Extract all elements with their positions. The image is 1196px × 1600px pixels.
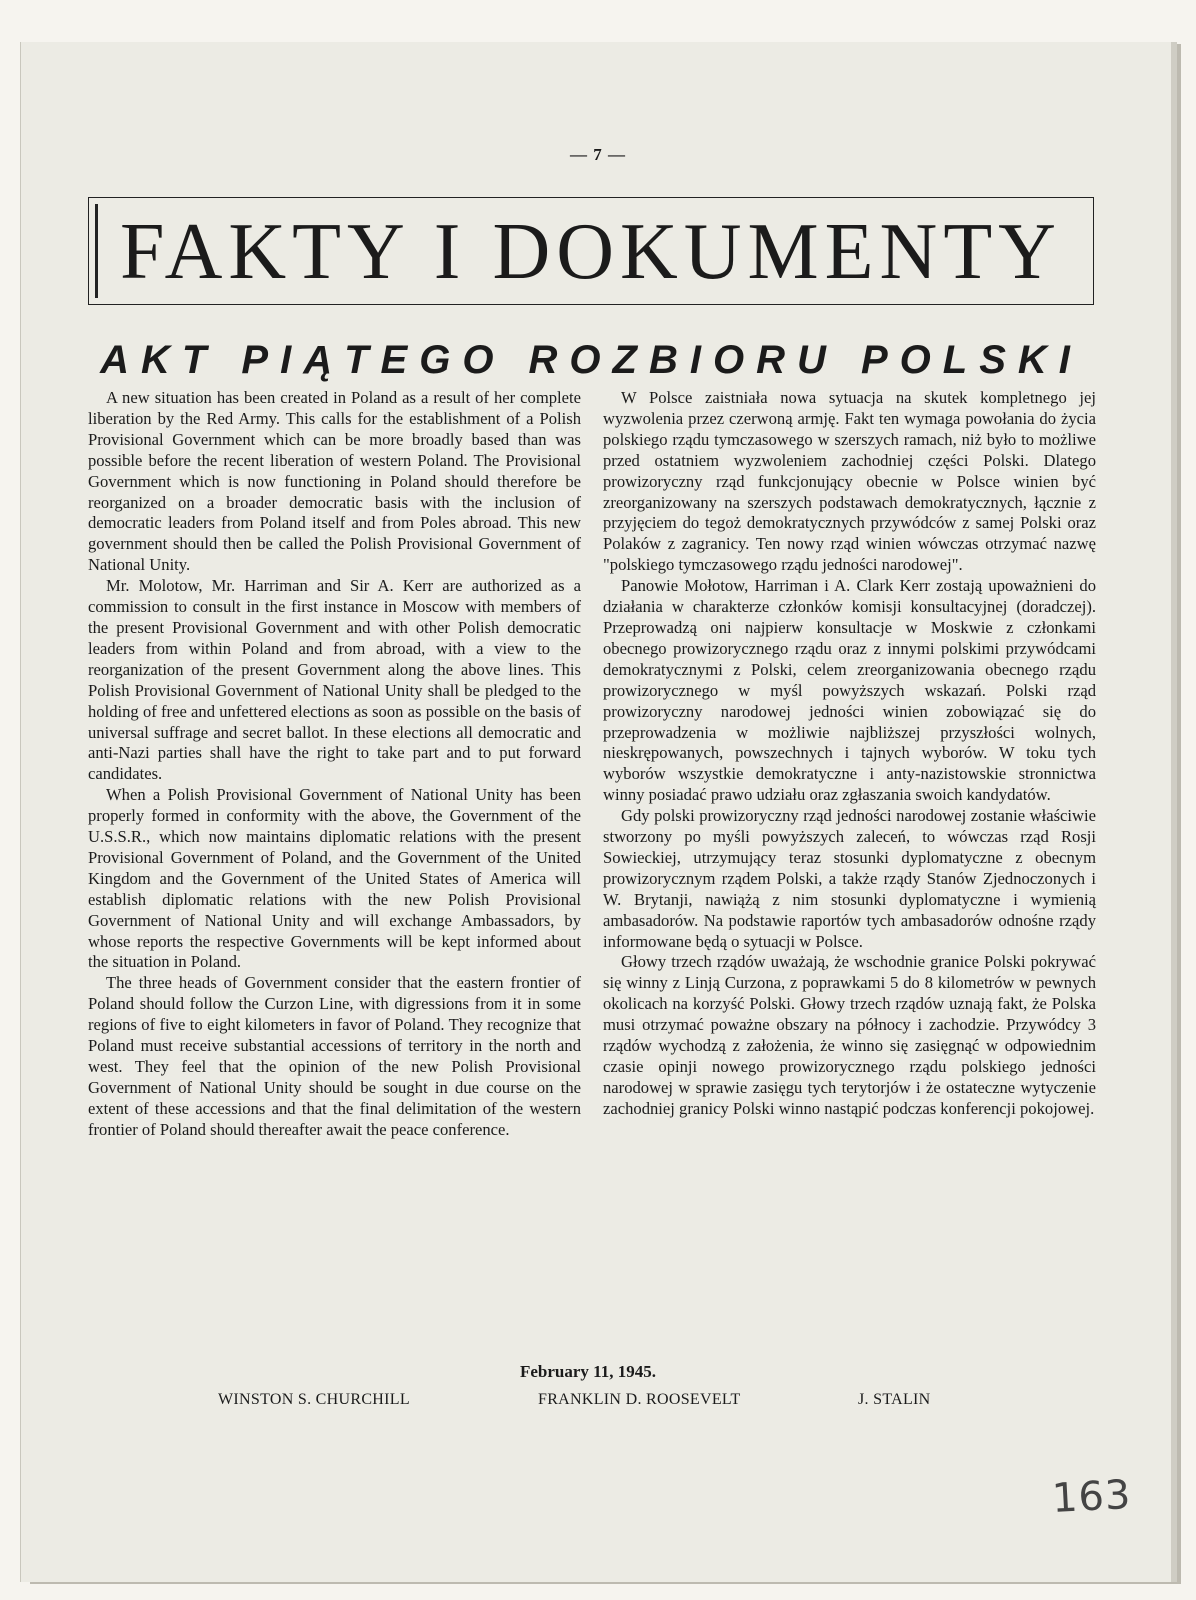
- english-column: [88, 388, 581, 1141]
- article-headline: AKT PIĄTEGO ROZBIORU POLSKI: [100, 338, 1082, 382]
- page-number: — 7 —: [570, 145, 626, 164]
- polish-paragraph: W Polsce zaistniała nowa sytuacja na skutek kompletnego jej wyzwolenia przez czerwoną armję. Fakt ten wymaga powołania do życia polskiego rządu tymczasowego w szerszych ramach, niż było to możliwe przed ostatniem wyzwoleniem zachodniej części Polski. Dlatego prowizoryczny rząd funkcjonujący obecnie w Polsce winien być zreorganizowany na szerszych podstawach demokratycznych, łącznie z przyjęciem do tegoż demokratycznych przywódców z samej Polski oraz Polaków z zagranicy. Ten nowy rząd winien wówczas otrzymać nazwę "polskiego tymczasowego rządu jedności narodowej".: [603, 388, 1096, 575]
- masthead-box: [88, 197, 1094, 305]
- handwritten-page-number: 163: [1050, 1471, 1133, 1523]
- english-paragraph: Mr. Molotow, Mr. Harriman and Sir A. Kerr are authorized as a commission to consult in the first instance in Moscow with members of the present Provisional Government and with other Polish democratic leaders from within Poland and from abroad, with a view to the reorganization of the present Government along the above lines. This Polish Provisional Government of National Unity shall be pledged to the holding of free and unfettered elections as soon as possible on the basis of universal suffrage and secret ballot. In these elections all democratic and anti-Nazi parties shall have the right to take part and to put forward candidates.: [88, 576, 581, 784]
- masthead-title: FAKTY I DOKUMENTY: [120, 208, 1062, 296]
- signatory-churchill: WINSTON S. CHURCHILL: [218, 1391, 410, 1408]
- document-date: February 11, 1945.: [520, 1362, 656, 1381]
- english-paragraph: When a Polish Provisional Government of National Unity has been properly formed in conformity with the above, the Government of the U.S.S.R., which now maintains diplomatic relations with the present Provisional Government of Poland, and the Government of the United Kingdom and the Government of the United States of America will establish diplomatic relations with the new Polish Provisional Government of National Unity and will exchange Ambassadors, by whose reports the respective Governments will be kept informed about the situation in Poland.: [88, 785, 581, 972]
- signatory-stalin: J. STALIN: [858, 1391, 931, 1408]
- polish-column: [603, 388, 1096, 1120]
- english-paragraph: A new situation has been created in Poland as a result of her complete liberation by the Red Army. This calls for the establishment of a Polish Provisional Government which can be more broadly based than was possible before the recent liberation of western Poland. The Provisional Government which is now functioning in Poland should therefore be reorganized on a broader democratic basis with the inclusion of democratic leaders from Poland itself and from Poles abroad. This new government should then be called the Polish Provisional Government of National Unity.: [88, 388, 581, 575]
- polish-paragraph: Głowy trzech rządów uważają, że wschodnie granice Polski pokrywać się winny z Linją Curzona, z poprawkami 5 do 8 kilometrów w pewnych okolicach na korzyść Polski. Głowy trzech rządów uznają fakt, że Polska musi otrzymać poważne obszary na północy i zachodzie. Przywódcy 3 rządów wychodzą z założenia, że winno się zasięgnąć w odpowiednim czasie opinji nowego prowizorycznego rządu polskiego jedności narodowej w sprawie zasięgu tych terytorjów i że ostateczne wytyczenie zachodniej granicy Polski winno nastąpić podczas konferencji pokojowej.: [603, 952, 1096, 1118]
- polish-paragraph: Gdy polski prowizoryczny rząd jedności narodowej zostanie właściwie stworzony po myśli powyższych zaleceń, to wówczas rząd Rosji Sowieckiej, utrzymujący teraz stosunki dyplomatyczne z obecnym prowizorycznym rządem Polski, a także rządy Stanów Zjednoczonych i W. Brytanji, nawiążą z nim stosunki dyplomatyczne i wymienią ambasadorów. Na podstawie raportów tych ambasadorów odnośne rządy informowane będą o sytuacji w Polsce.: [603, 806, 1096, 951]
- polish-paragraph: Panowie Mołotow, Harriman i A. Clark Kerr zostają upoważnieni do działania w charakterze członków komisji konsultacyjnej (doradczej). Przeprowadzą oni najpierw konsultacje w Moskwie z członkami obecnego prowizorycznego rządu oraz z innymi polskimi przywódcami demokratycznymi z Polski, celem zreorganizowania obecnego rządu prowizorycznego w myśl powyższych wskazań. Polski rząd prowizoryczny narodowej jedności winien zobowiązać się do przeprowadzenia w możliwie najbliższej przyszłości wolnych, nieskrępowanych, powszechnych i tajnych wyborów. W toku tych wyborów wszystkie demokratyczne i anty-nazistowskie stronnictwa winny posiadać prawo udziału oraz zgłaszania swoich kandydatów.: [603, 576, 1096, 805]
- signatory-roosevelt: FRANKLIN D. ROOSEVELT: [538, 1391, 741, 1408]
- english-paragraph: The three heads of Government consider that the eastern frontier of Poland should follow the Curzon Line, with digressions from it in some regions of five to eight kilometers in favor of Poland. They recognize that Poland must receive substantial accessions of territory in the north and west. They feel that the opinion of the new Polish Provisional Government of National Unity should be sought in due course on the extent of these accessions and that the final delimitation of the western frontier of Poland should thereafter await the peace conference.: [88, 973, 581, 1139]
